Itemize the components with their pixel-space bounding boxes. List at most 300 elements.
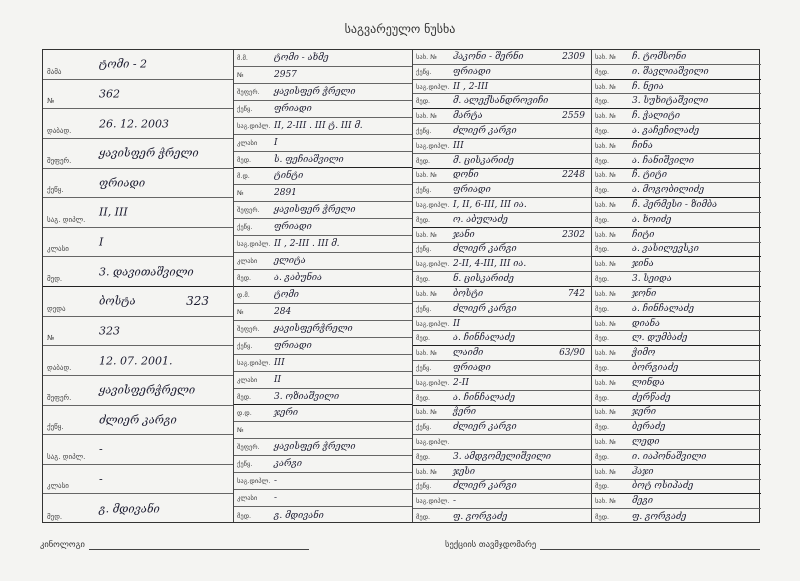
field-label: მედ. bbox=[237, 392, 252, 401]
field-value: ა. ჩანიშვილი bbox=[632, 155, 694, 166]
parents-column bbox=[43, 50, 233, 522]
field-value: ლედი bbox=[632, 437, 660, 448]
field-value: ძლიერ კარგი bbox=[453, 303, 517, 314]
pedigree-cell bbox=[234, 135, 412, 152]
pedigree-cell bbox=[234, 389, 412, 406]
field-label: საგ.დიპლ. bbox=[237, 121, 271, 130]
field-value: I bbox=[99, 235, 104, 249]
pedigree-cell bbox=[592, 183, 761, 198]
field-value: ჩიტი bbox=[632, 229, 655, 240]
chairman-signature bbox=[445, 540, 760, 550]
pedigree-cell bbox=[592, 139, 761, 154]
pedigree-cell bbox=[43, 465, 233, 495]
field-value: ჩინა bbox=[632, 140, 653, 151]
field-value: ყავისფერ ჭრელი bbox=[274, 205, 356, 216]
field-label: მედ. bbox=[595, 423, 610, 432]
field-value: II, III bbox=[99, 205, 128, 219]
pedigree-cell bbox=[234, 169, 412, 186]
field-value: ჯანი bbox=[453, 229, 475, 240]
registry-number: 2309 bbox=[562, 51, 585, 62]
field-label: სახ. № bbox=[595, 467, 616, 476]
pedigree-cell bbox=[413, 346, 591, 361]
pedigree-cell bbox=[592, 109, 761, 124]
pedigree-cell bbox=[413, 272, 591, 287]
cynologist-label: კინოლოგი bbox=[40, 540, 85, 550]
field-label: საგ. დიპლ. bbox=[47, 215, 86, 224]
field-label: შეფერ. bbox=[237, 324, 260, 333]
field-value: 362 bbox=[99, 87, 120, 101]
field-label: ქეწყ. bbox=[237, 104, 253, 113]
field-value: 323 bbox=[99, 324, 120, 338]
field-label: შეფერ. bbox=[47, 156, 72, 165]
field-value: 3. ამდგომელიშვილი bbox=[453, 451, 552, 462]
field-value: - bbox=[99, 442, 103, 456]
pedigree-cell bbox=[413, 124, 591, 139]
field-label: შეფერ. bbox=[237, 87, 260, 96]
field-value: 3. სეიდა bbox=[632, 274, 672, 285]
registry-number: 2248 bbox=[562, 170, 585, 181]
registry-number: 323 bbox=[186, 294, 209, 309]
field-value: 2-II bbox=[453, 377, 469, 388]
field-value: 2891 bbox=[274, 188, 297, 199]
pedigree-cell bbox=[413, 287, 591, 302]
field-value: ყავისფერ ჭრელი bbox=[99, 146, 199, 160]
field-label: ქეწყ. bbox=[416, 245, 432, 254]
field-value: ჯონი bbox=[632, 288, 657, 299]
pedigree-cell bbox=[592, 50, 761, 65]
field-value: - bbox=[274, 476, 278, 487]
field-label: მედ. bbox=[47, 275, 63, 283]
field-label: სახ. № bbox=[416, 349, 437, 358]
field-value: ძლიერ კარგი bbox=[453, 125, 517, 136]
pedigree-cell bbox=[43, 109, 233, 139]
pedigree-cell bbox=[43, 346, 233, 376]
pedigree-cell bbox=[413, 450, 591, 465]
field-value: მარტა bbox=[453, 111, 483, 122]
field-label: დ.დ. bbox=[237, 409, 252, 418]
field-value: ტომი - ახმე bbox=[274, 52, 329, 63]
field-label: შეფერ. bbox=[237, 206, 260, 215]
field-value: ჯერი bbox=[632, 407, 656, 418]
field-label: მედ. bbox=[595, 334, 610, 343]
cynologist-signature bbox=[40, 540, 309, 550]
pedigree-cell bbox=[592, 376, 761, 391]
field-label: მედ. bbox=[595, 215, 610, 224]
field-label: ქეწყ. bbox=[47, 423, 64, 432]
field-label: შეფერ. bbox=[237, 443, 260, 452]
field-label: სახ. № bbox=[416, 171, 437, 180]
field-label: ქეწყ. bbox=[47, 186, 64, 195]
pedigree-cell bbox=[592, 198, 761, 213]
field-value: ფრიადი bbox=[274, 103, 312, 114]
field-label: მედ. bbox=[416, 97, 431, 106]
field-label: კლასი bbox=[47, 482, 69, 491]
field-label: დ.მ. bbox=[237, 290, 250, 299]
pedigree-table bbox=[42, 49, 760, 523]
field-label: ქეწყ. bbox=[416, 186, 432, 195]
pedigree-cell bbox=[592, 435, 761, 450]
field-label: მამა bbox=[47, 67, 62, 76]
field-label: მედ. bbox=[237, 274, 252, 283]
pedigree-cell bbox=[413, 213, 591, 228]
field-label: მედ. bbox=[595, 156, 610, 165]
pedigree-cell bbox=[592, 331, 761, 346]
field-value: ბერაძე bbox=[632, 422, 666, 433]
field-value: ლ. დუმბაძე bbox=[632, 333, 688, 344]
field-value: 26. 12. 2003 bbox=[99, 117, 169, 131]
field-label: სახ. № bbox=[416, 467, 437, 476]
field-value: II , 2-III . III მ. bbox=[274, 239, 340, 250]
pedigree-cell bbox=[43, 376, 233, 406]
field-label: სახ. № bbox=[416, 408, 437, 417]
field-label: მედ. bbox=[595, 67, 610, 76]
field-label: მედ. bbox=[416, 275, 431, 284]
pedigree-cell bbox=[413, 139, 591, 154]
field-value: ჩ. ჭალიტი bbox=[632, 111, 681, 122]
field-value: ფ. გორგაძე bbox=[453, 511, 508, 522]
pedigree-cell bbox=[592, 420, 761, 435]
pedigree-cell bbox=[43, 50, 233, 80]
field-label: მედ. bbox=[416, 393, 431, 402]
field-value: დონი bbox=[453, 170, 479, 181]
field-value: 2-II, 4-III, III ია. bbox=[453, 259, 527, 270]
field-value: ყავისფერჭრელი bbox=[99, 383, 196, 397]
field-label: კლასი bbox=[47, 245, 69, 254]
grandparents-column bbox=[233, 50, 412, 522]
pedigree-cell bbox=[592, 480, 761, 495]
pedigree-cell bbox=[413, 50, 591, 65]
field-value: ფრიადი bbox=[453, 362, 491, 373]
field-label: მედ. bbox=[595, 482, 610, 491]
pedigree-cell bbox=[234, 50, 412, 67]
registry-number: 2302 bbox=[562, 229, 585, 240]
field-value: ყავისფერჭრელი bbox=[274, 323, 353, 334]
field-value: I bbox=[274, 137, 278, 148]
field-value: - bbox=[99, 472, 103, 486]
field-label: ქეწყ. bbox=[237, 223, 253, 232]
pedigree-cell bbox=[413, 228, 591, 243]
field-label: სახ. № bbox=[595, 230, 616, 239]
field-value: ს. ფეჩიაშვილი bbox=[274, 154, 344, 165]
field-value: ა. ჩინჩალაძე bbox=[453, 333, 515, 344]
registry-number: 2559 bbox=[562, 111, 585, 122]
pedigree-cell bbox=[413, 331, 591, 346]
pedigree-cell bbox=[234, 84, 412, 101]
field-value: გ. მდივანი bbox=[274, 510, 324, 521]
field-value: ფრიადი bbox=[453, 185, 491, 196]
field-value: მ. ცისკარიძე bbox=[453, 155, 514, 166]
field-label: ქეწყ. bbox=[416, 423, 432, 432]
field-value: ბორგიაძე bbox=[632, 362, 679, 373]
field-label: № bbox=[237, 189, 244, 198]
signature-line bbox=[89, 549, 309, 550]
pedigree-cell bbox=[413, 361, 591, 376]
pedigree-cell bbox=[592, 302, 761, 317]
field-value: ჰაჯი bbox=[632, 466, 654, 477]
pedigree-cell bbox=[234, 253, 412, 270]
field-label: საგ. დიპლ. bbox=[47, 452, 86, 461]
pedigree-cell bbox=[592, 154, 761, 169]
pedigree-cell bbox=[234, 185, 412, 202]
field-value: 2957 bbox=[274, 69, 297, 80]
signature-line bbox=[540, 549, 760, 550]
field-label: მედ. bbox=[47, 513, 63, 521]
pedigree-cell bbox=[413, 302, 591, 317]
field-label: საგ.დიპლ. bbox=[416, 438, 450, 447]
pedigree-cell bbox=[413, 317, 591, 332]
field-label: მედ. bbox=[595, 97, 610, 106]
registry-number: 742 bbox=[567, 288, 585, 299]
pedigree-cell bbox=[413, 198, 591, 213]
pedigree-cell bbox=[413, 109, 591, 124]
field-label: საგ.დიპლ. bbox=[237, 240, 271, 249]
pedigree-cell bbox=[592, 287, 761, 302]
field-value: ა. ჩინჩალაძე bbox=[632, 303, 694, 314]
pedigree-cell bbox=[234, 406, 412, 423]
pedigree-cell bbox=[413, 376, 591, 391]
pedigree-cell bbox=[234, 355, 412, 372]
field-label: ქეწყ. bbox=[416, 67, 432, 76]
pedigree-cell bbox=[592, 465, 761, 480]
field-label: № bbox=[237, 307, 244, 316]
field-label: მედ. bbox=[416, 452, 431, 461]
field-value: II , 2-III bbox=[453, 81, 489, 92]
pedigree-cell bbox=[234, 422, 412, 439]
field-label: № bbox=[47, 97, 55, 106]
field-value: ჯინა bbox=[632, 259, 654, 270]
field-value: ბოსტა bbox=[99, 294, 136, 308]
pedigree-cell bbox=[592, 272, 761, 287]
pedigree-cell bbox=[234, 219, 412, 236]
field-value: ძლიერ კარგი bbox=[453, 244, 517, 255]
pedigree-cell bbox=[413, 480, 591, 495]
field-label: მ.დ. bbox=[237, 172, 250, 181]
field-value: ჯესი bbox=[453, 466, 475, 477]
field-value: 3. ოზიაშვილი bbox=[274, 391, 340, 402]
pedigree-cell bbox=[234, 338, 412, 355]
field-label: კლასი bbox=[237, 138, 258, 147]
pedigree-cell bbox=[592, 391, 761, 406]
field-label: მედ. bbox=[595, 512, 610, 521]
pedigree-cell bbox=[43, 257, 233, 287]
field-label: კლასი bbox=[237, 375, 258, 384]
field-label: № bbox=[237, 426, 244, 435]
field-value: მ. ალექსანდროვიჩი bbox=[453, 96, 549, 107]
field-label: სახ. № bbox=[416, 112, 437, 121]
field-value: 3. დავითაშვილი bbox=[99, 265, 194, 279]
field-label: მედ. bbox=[595, 393, 610, 402]
pedigree-cell bbox=[413, 169, 591, 184]
field-label: საგ.დიპლ. bbox=[416, 201, 450, 210]
pedigree-cell bbox=[234, 202, 412, 219]
pedigree-cell bbox=[592, 213, 761, 228]
field-value: ტომი - 2 bbox=[99, 57, 148, 71]
field-label: მედ. bbox=[595, 126, 610, 135]
page-title: საგვარეულო ნუსხა bbox=[344, 22, 456, 36]
field-label: სახ. № bbox=[595, 497, 616, 506]
field-label: სახ. № bbox=[595, 112, 616, 121]
field-label: მედ. bbox=[595, 275, 610, 284]
pedigree-cell bbox=[43, 435, 233, 465]
pedigree-cell bbox=[592, 257, 761, 272]
field-value: ი. იაპონაშვილი bbox=[632, 451, 707, 462]
field-value: ა. გაჩეჩილაძე bbox=[632, 125, 700, 136]
pedigree-cell bbox=[234, 490, 412, 507]
pedigree-cell bbox=[592, 317, 761, 332]
pedigree-cell bbox=[234, 118, 412, 135]
field-value: ა. ჩინჩალაძე bbox=[453, 392, 515, 403]
field-label: სახ. № bbox=[595, 171, 616, 180]
field-value: ძლიერ კარგი bbox=[453, 422, 517, 433]
field-value: ყავისფერ ჭრელი bbox=[274, 86, 356, 97]
field-value: ჯერი bbox=[274, 408, 298, 419]
pedigree-cell bbox=[234, 287, 412, 304]
pedigree-cell bbox=[592, 169, 761, 184]
field-value: ო. აბულაძე bbox=[453, 214, 508, 225]
field-label: მედ. bbox=[595, 245, 610, 254]
field-value: ჭერი bbox=[453, 407, 477, 418]
field-value: II, 2-III . III ტ. III მ. bbox=[274, 120, 363, 131]
pedigree-cell bbox=[43, 169, 233, 199]
field-label: მედ. bbox=[237, 155, 252, 164]
field-label: ქეწყ. bbox=[416, 126, 432, 135]
field-value: II bbox=[453, 318, 461, 329]
field-value: ი. შავლიაშვილი bbox=[632, 66, 709, 77]
pedigree-cell bbox=[234, 236, 412, 253]
field-label: ქეწყ. bbox=[416, 482, 432, 491]
field-value: 3. სუხიტაშვილი bbox=[632, 96, 709, 107]
pedigree-cell bbox=[592, 406, 761, 421]
pedigree-cell bbox=[592, 361, 761, 376]
pedigree-cell bbox=[43, 198, 233, 228]
field-value: ჩ. ტომსონი bbox=[632, 51, 687, 62]
field-value: ა. მოგობილიძე bbox=[632, 185, 705, 196]
pedigree-cell bbox=[43, 317, 233, 347]
field-value: კარგი bbox=[274, 459, 302, 470]
field-label: კლასი bbox=[237, 257, 258, 266]
pedigree-cell bbox=[413, 391, 591, 406]
field-value: ფრიადი bbox=[99, 176, 146, 190]
field-label: საგ.დიპლ. bbox=[237, 358, 271, 367]
pedigree-cell bbox=[43, 80, 233, 110]
field-label: საგ.დიპლ. bbox=[416, 82, 450, 91]
field-label: სახ. № bbox=[595, 82, 616, 91]
field-value: ფრიადი bbox=[274, 340, 312, 351]
pedigree-cell bbox=[234, 270, 412, 287]
pedigree-cell bbox=[234, 101, 412, 118]
field-label: № bbox=[47, 334, 55, 343]
field-label: საგ.დიპლ. bbox=[416, 319, 450, 328]
field-label: დაბად. bbox=[47, 126, 72, 135]
field-label: საგ.დიპლ. bbox=[416, 378, 450, 387]
pedigree-cell bbox=[413, 494, 591, 509]
field-value: დიანა bbox=[632, 318, 660, 329]
pedigree-cell bbox=[413, 406, 591, 421]
field-label: სახ. № bbox=[416, 52, 437, 61]
field-value: ა. გაბუნია bbox=[274, 273, 322, 284]
field-value: ძერწაძე bbox=[632, 392, 671, 403]
field-label: სახ. № bbox=[416, 289, 437, 298]
field-label: კლასი bbox=[237, 494, 258, 503]
field-value: ფრიადი bbox=[274, 222, 312, 233]
pedigree-cell bbox=[592, 80, 761, 95]
field-label: სახ. № bbox=[595, 319, 616, 328]
field-value: 284 bbox=[274, 306, 292, 317]
chairman-label: სექციის თავმჯდომარე bbox=[445, 540, 537, 550]
pedigree-cell bbox=[43, 287, 233, 317]
pedigree-cell bbox=[592, 509, 761, 524]
field-value: ჭიმო bbox=[632, 348, 656, 359]
field-label: საგ.დიპლ. bbox=[416, 141, 450, 150]
field-label: სახ. № bbox=[595, 289, 616, 298]
field-label: სახ. № bbox=[595, 260, 616, 269]
field-label: სახ. № bbox=[595, 349, 616, 358]
pedigree-cell bbox=[413, 509, 591, 524]
field-label: მედ. bbox=[416, 512, 431, 521]
registry-number: 63/90 bbox=[559, 348, 585, 359]
field-value: ტინტი bbox=[274, 171, 304, 182]
pedigree-cell bbox=[413, 183, 591, 198]
pedigree-cell bbox=[234, 304, 412, 321]
field-value: ჰაკონი - შერნი bbox=[453, 51, 524, 62]
field-value: ლინდა bbox=[632, 377, 665, 388]
field-label: ქეწყ. bbox=[416, 304, 432, 313]
pedigree-cell bbox=[413, 243, 591, 258]
field-label: საგ.დიპლ. bbox=[416, 497, 450, 506]
pedigree-cell bbox=[592, 450, 761, 465]
field-value: ა. ხოიძე bbox=[632, 214, 672, 225]
field-value: III bbox=[453, 140, 464, 151]
field-value: - bbox=[274, 493, 278, 504]
field-label: მედ. bbox=[416, 156, 431, 165]
field-value: ჩ. ნეია bbox=[632, 81, 664, 92]
field-value: ძლიერ კარგი bbox=[99, 413, 177, 427]
field-label: შეფერ. bbox=[47, 393, 72, 402]
field-value: ლაიმი bbox=[453, 348, 484, 359]
pedigree-cell bbox=[234, 67, 412, 84]
field-label: სახ. № bbox=[595, 378, 616, 387]
pedigree-cell bbox=[413, 80, 591, 95]
pedigree-cell bbox=[43, 406, 233, 436]
field-value: ფრიადი bbox=[453, 66, 491, 77]
field-value: ჩ. ტიტი bbox=[632, 170, 667, 181]
field-label: ქეწყ. bbox=[237, 341, 253, 350]
field-label: ქეწყ. bbox=[416, 363, 432, 372]
pedigree-cell bbox=[592, 65, 761, 80]
field-label: მედ. bbox=[595, 304, 610, 313]
pedigree-cell bbox=[43, 139, 233, 169]
field-value: ყავისფერ ჭრელი bbox=[274, 442, 356, 453]
field-value: III bbox=[274, 357, 285, 368]
pedigree-cell bbox=[234, 473, 412, 490]
field-label: მედ. bbox=[416, 215, 431, 224]
field-value: გ. მდივანი bbox=[99, 502, 160, 516]
pedigree-cell bbox=[592, 228, 761, 243]
pedigree-cell bbox=[592, 94, 761, 109]
pedigree-cell bbox=[592, 243, 761, 258]
pedigree-cell bbox=[413, 65, 591, 80]
pedigree-cell bbox=[413, 465, 591, 480]
pedigree-cell bbox=[234, 152, 412, 169]
field-label: სახ. № bbox=[416, 230, 437, 239]
field-label: დედა bbox=[47, 304, 66, 313]
field-value: ბოტ ოსიპაძე bbox=[632, 481, 694, 492]
field-value: ძლიერ კარგი bbox=[453, 481, 517, 492]
pedigree-cell bbox=[592, 346, 761, 361]
field-label: საგ.დიპლ. bbox=[237, 477, 271, 486]
pedigree-cell bbox=[43, 228, 233, 258]
field-value: ნ. ცისკარიძე bbox=[453, 274, 514, 285]
